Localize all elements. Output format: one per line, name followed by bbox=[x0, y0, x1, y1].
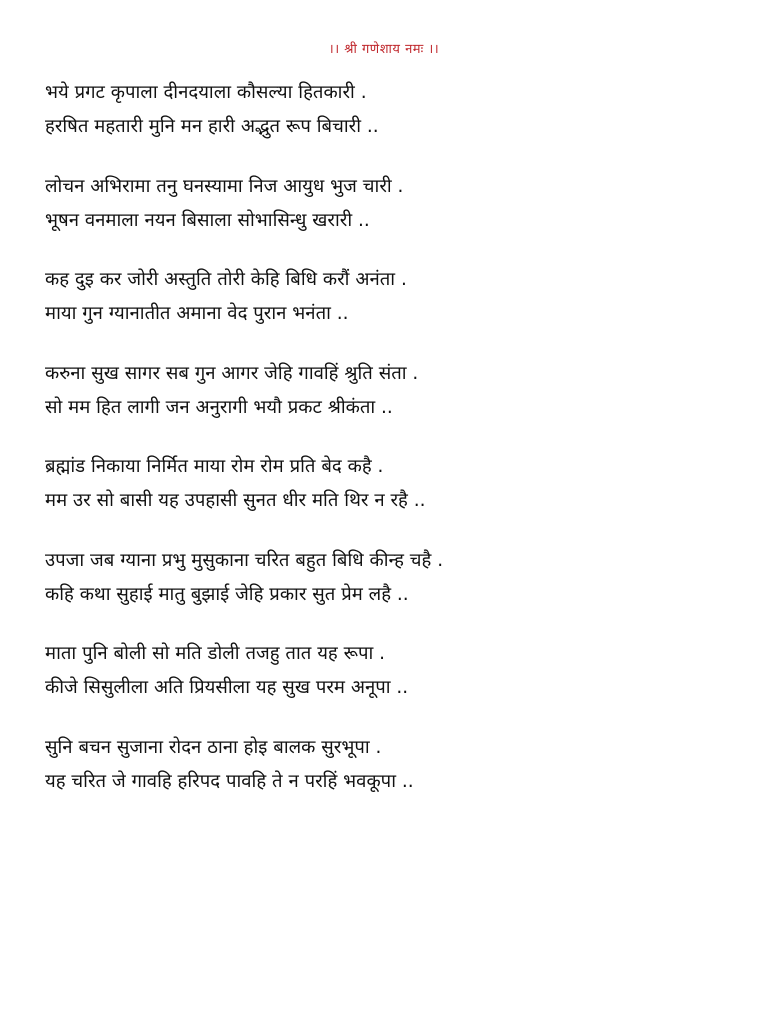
verse-line: कहि कथा सुहाई मातु बुझाई जेहि प्रकार सुत प्रेम लहै .. bbox=[45, 583, 409, 605]
verse-line: करुना सुख सागर सब गुन आगर जेहि गावहिं श्रुति संता . bbox=[45, 362, 419, 384]
verse-line: कह दुइ कर जोरी अस्तुति तोरी केहि बिधि करौं अनंता . bbox=[45, 269, 407, 290]
stanza bbox=[45, 450, 745, 544]
verse-line: उपजा जब ग्याना प्रभु मुसुकाना चरित बहुत बिधि कीन्ह चहै . bbox=[45, 549, 444, 571]
verse-line: कीजे सिसुलीला अति प्रियसीला यह सुख परम अनूपा .. bbox=[45, 677, 409, 698]
stanza bbox=[45, 357, 745, 451]
verse-line: सुनि बचन सुजाना रोदन ठाना होइ बालक सुरभूपा . bbox=[45, 736, 382, 758]
verse-line: माया गुन ग्यानातीत अमाना वेद पुरान भनंता .. bbox=[45, 303, 349, 324]
verse-line: यह चरित जे गावहि हरिपद पावहि ते न परहिं भवकूपा .. bbox=[45, 770, 414, 792]
verse-line: हरषित महतारी मुनि मन हारी अद्भुत रूप बिचारी .. bbox=[45, 116, 379, 137]
verse-line: भूषन वनमाला नयन बिसाला सोभासिन्धु खरारी .. bbox=[45, 209, 370, 231]
stanza bbox=[45, 544, 745, 638]
verse-body bbox=[45, 76, 745, 824]
verse-line: मम उर सो बासी यह उपहासी सुनत धीर मति थिर न रहै .. bbox=[45, 490, 426, 511]
stanza bbox=[45, 263, 745, 357]
verse-line: माता पुनि बोली सो मति डोली तजहु तात यह रूपा . bbox=[45, 643, 386, 664]
verse-line: भये प्रगट कृपाला दीनदयाला कौसल्या हितकारी . bbox=[45, 82, 367, 103]
stanza bbox=[45, 170, 745, 264]
verse-line: सो मम हित लागी जन अनुरागी भयौ प्रकट श्रीकंता .. bbox=[45, 396, 393, 418]
verse-line: ब्रह्मांड निकाया निर्मित माया रोम रोम प्रति बेद कहै . bbox=[45, 456, 384, 477]
invocation-heading: ।। श्री गणेशाय नमः ।। bbox=[328, 42, 440, 57]
verse-line: लोचन अभिरामा तनु घनस्यामा निज आयुध भुज चारी . bbox=[45, 175, 404, 197]
stanza bbox=[45, 76, 745, 170]
stanza bbox=[45, 637, 745, 731]
stanza bbox=[45, 731, 745, 825]
